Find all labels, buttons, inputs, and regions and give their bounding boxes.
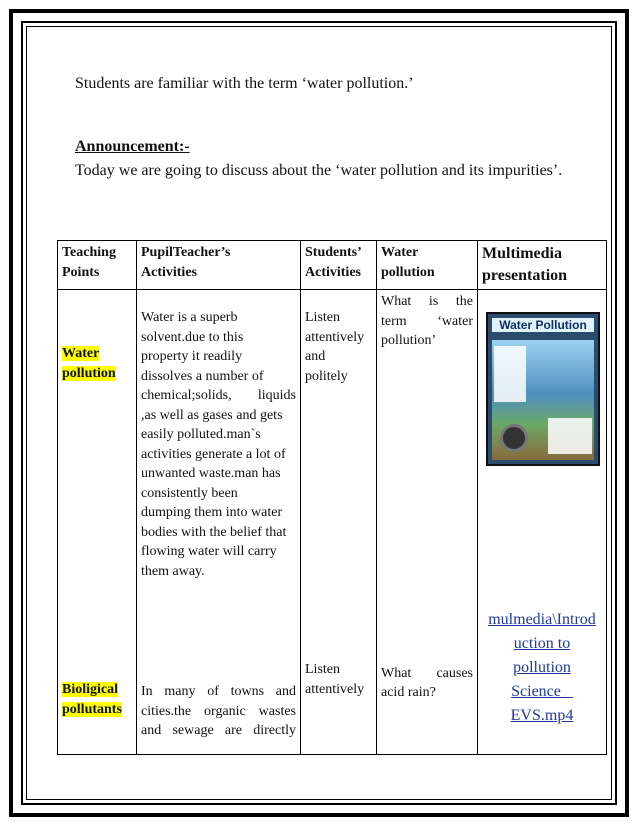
header-text: presentation	[482, 267, 568, 284]
header-text: pollution	[381, 264, 435, 280]
header-text: Students’	[305, 245, 362, 260]
question-water: What is the term ‘water pollution’	[381, 294, 473, 348]
students-activity-water: Listen attentively and politely	[305, 310, 365, 384]
teaching-point-cell	[58, 290, 137, 755]
poster-title: Water Pollution	[492, 318, 594, 332]
table-row	[58, 290, 607, 755]
table-header-row	[58, 241, 607, 290]
header-text: Activities	[141, 264, 197, 280]
students-activity-cell	[301, 290, 377, 755]
multimedia-video-link[interactable]: mulmedia\Introd uction to pollution Science _ EVS.mp4	[488, 611, 596, 724]
activity-biological: In many of towns and cities.the organic wastes and sewage are directly	[141, 684, 296, 738]
question-biological: What causes acid rain?	[381, 665, 473, 700]
poster-caption-box	[548, 418, 592, 454]
header-text: Points	[62, 264, 100, 280]
poster-pipe-image	[500, 424, 528, 452]
header-teaching-points	[58, 241, 137, 290]
announcement-text: Today we are going to discuss about the ‘water pollution and its impurities’.	[75, 162, 563, 179]
teaching-point-water: Water pollution	[62, 346, 116, 381]
students-activity-biological: Listen attentively	[305, 662, 365, 697]
header-text: PupilTeacher’s	[141, 245, 231, 260]
header-text: Teaching	[62, 245, 116, 260]
header-text: Activities	[305, 264, 361, 280]
pupil-teacher-cell	[137, 290, 301, 755]
poster-caption-box	[494, 346, 526, 402]
intro-text: Students are familiar with the term ‘water pollution.’	[75, 75, 414, 92]
header-text: Multimedia	[482, 245, 562, 262]
header-text: Water	[381, 245, 419, 260]
question-cell	[377, 290, 478, 755]
activity-water: Water is a superb solvent.due to this property it readily dissolves a number of chemical;solids, liquids ,as well as gases and gets easily polluted.man`s activities generate a lot of unwanted waste.man has consistently been dumping them into water bodies with the belief that flowing water will carry them away.	[141, 310, 296, 579]
header-students	[301, 241, 377, 290]
header-multimedia	[478, 241, 607, 290]
announcement-heading: Announcement:-	[75, 138, 190, 155]
header-pupil-teacher	[137, 241, 301, 290]
lesson-table	[57, 240, 607, 755]
teaching-point-biological: Bioligical pollutants	[62, 682, 122, 717]
multimedia-cell	[478, 290, 607, 755]
water-pollution-poster-image	[486, 312, 600, 466]
header-water-pollution	[377, 241, 478, 290]
